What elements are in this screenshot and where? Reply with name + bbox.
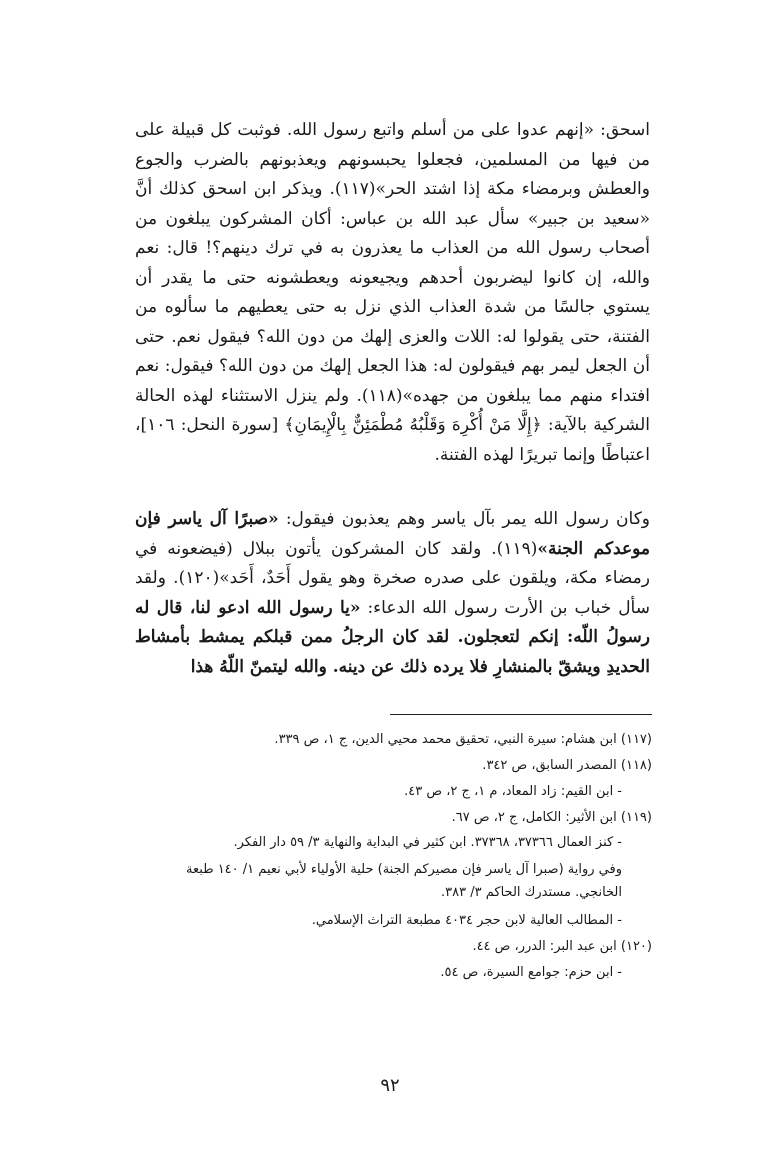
- hadith-quote: «يا رسول الله ادعو لنا، قال له رسولُ اللّه: إنكم لتعجلون. لقد كان الرجلُ ممن قبلكم يمشط بأمشاط الحديدِ ويشقّ بالمنشارِ فلا يرده ذلك عن دينه. والله ليتمنّ اللّهُ هذا: [135, 597, 650, 677]
- page-number: ٩٢: [380, 1075, 400, 1096]
- paragraph-text: اسحق: «إنهم عدوا على من أسلم واتبع رسول الله. فوثبت كل قبيلة على من فيها من المسلمين، فجعلوا يحبسونهم ويعذبونهم بالضرب والجوع والعطش وبرمضاء مكة إذا اشتد الحر»(١١٧). ويذكر ابن اسحق كذلك أنَّ «سعيد بن جبير» سأل عبد الله بن عباس: أكان المشركون يبلغون من أصحاب رسول الله من العذاب ما يعذرون به في ترك دينهم؟! قال: نعم والله، إن كانوا ليضربون أحدهم ويجيعونه ويعطشونه حتى ما يقدر أن يستوي جالسًا من شدة العذاب الذي نزل به حتى يعطيهم ما سألوه من الفتنة، حتى يقولوا له: اللات والعزى إلهك من دون الله؟ فيقول نعم. حتى أن الجعل ليمر بهم فيقولون له: هذا الجعل إلهك من دون الله؟ فيقول: نعم افتداء منهم مما يبلغون من جهده»(١١٨). ولم ينزل الاستثناء لهذه الحالة الشركية بالآية: ﴿إِلَّا مَنْ أُكْرِهَ وَقَلْبُهُ مُطْمَئِنٌّ بِالْإِيمَانِ﴾ [سورة النحل: ١٠٦]، اعتباطًا وإنما تبريرًا لهذه الفتنة.: [135, 120, 650, 465]
- footnote: - ابن حزم: جوامع السيرة، ص ٥٤.: [440, 965, 622, 980]
- footnote: (١١٨) المصدر السابق، ص ٣٤٢.: [482, 758, 652, 773]
- paragraph-plain-text: (١١٩). ولقد كان المشركون يأتون ببلال (فيضعونه في رمضاء مكة، ويلقون على صدره صخرة وهو يقول أَحَدٌ، أَحَد»(١٢٠). ولقد سأل خباب بن الأرت رسول الله الدعاء:: [135, 538, 650, 618]
- footnote: (١١٧) ابن هشام: سيرة النبي، تحقيق محمد محيي الدين، ج ١، ص ٣٣٩.: [274, 732, 652, 747]
- footnote: (١٢٠) ابن عبد البر: الدرر، ص ٤٤.: [472, 939, 652, 954]
- footnote: - المطالب العالية لابن حجر ٤٠٣٤ مطبعة التراث الإسلامي.: [311, 913, 622, 928]
- paragraph-plain-text: وكان رسول الله يمر بآل ياسر وهم يعذبون فيقول:: [278, 509, 650, 529]
- footnote-divider: [390, 714, 652, 715]
- body-paragraph-1: [135, 116, 650, 470]
- body-paragraph-2: [135, 505, 650, 682]
- paragraph-text: [135, 505, 650, 682]
- footnote: - كنز العمال ٣٧٣٦٦، ٣٧٣٦٨. ابن كثير في البداية والنهاية ٣/ ٥٩ دار الفكر.: [233, 835, 622, 850]
- footnote: (١١٩) ابن الأثير: الكامل، ج ٢، ص ٦٧.: [451, 810, 652, 825]
- footnotes: [140, 727, 652, 986]
- hadith-quote: «صبرًا آل ياسر فإن موعدكم الجنة»: [135, 509, 650, 559]
- footnote: وفي رواية (صبرا آل ياسر فإن مصيركم الجنة) حلية الأولياء لأبي نعيم ١/ ١٤٠ طبعة الخانجي. مستدرك الحاكم ٣/ ٣٨٣.: [186, 862, 622, 900]
- footnote: - ابن القيم: زاد المعاد، م ١، ج ٢، ص ٤٣.: [404, 784, 622, 799]
